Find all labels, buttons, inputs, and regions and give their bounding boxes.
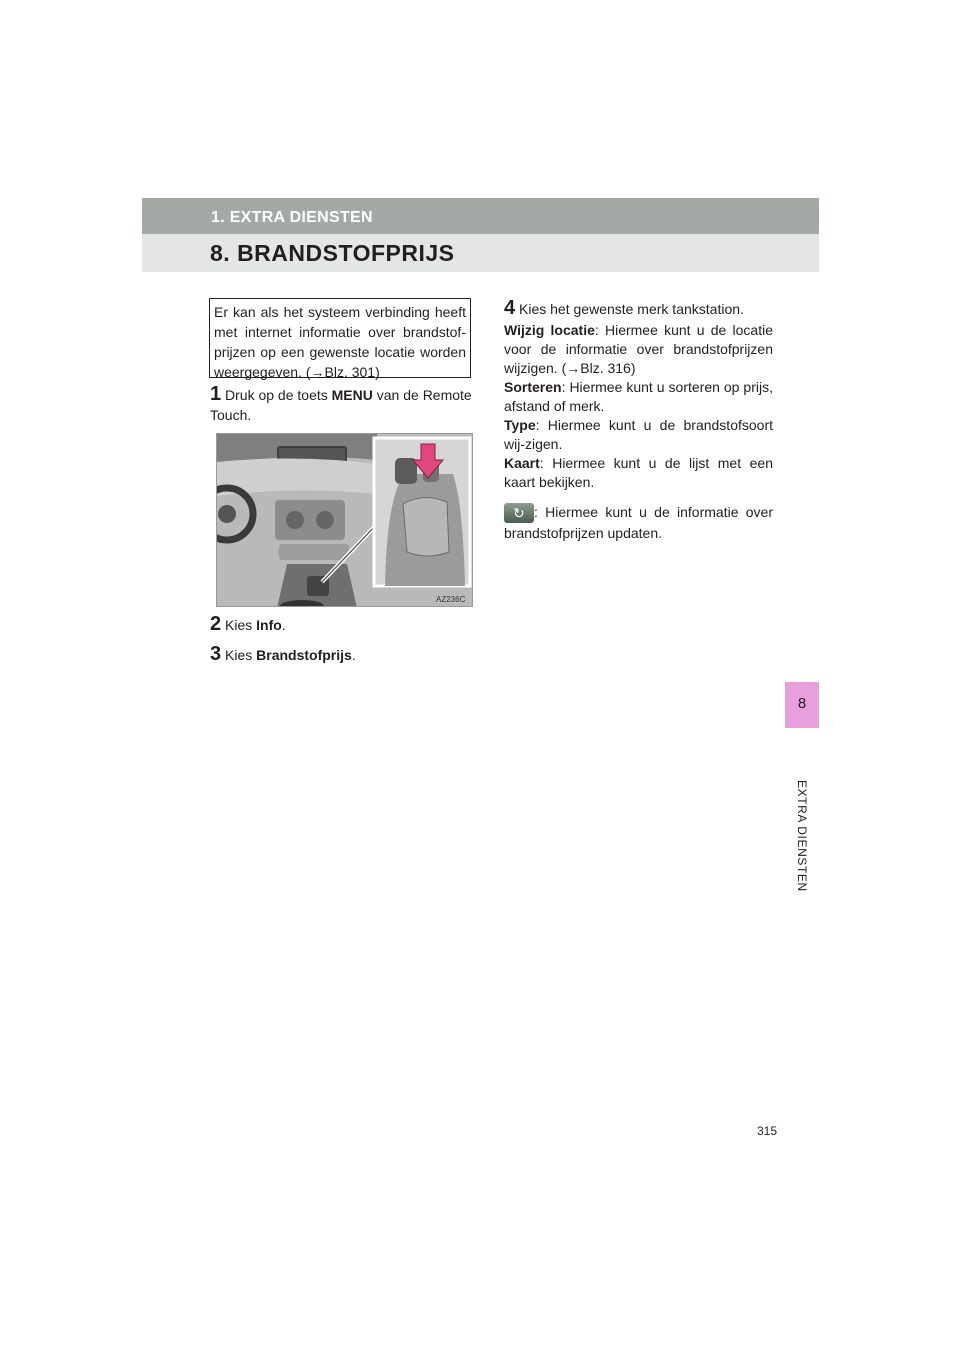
step-keyword: Info — [256, 617, 282, 633]
step-text-end: van de Remote Touch. — [210, 387, 472, 423]
chapter-tab-number: 8 — [797, 695, 807, 712]
step-text-end: . — [351, 647, 356, 663]
refresh-icon: ↻ — [504, 503, 534, 523]
step-3 — [210, 644, 356, 665]
option-text: : Hiermee kunt u de informatie over brandstofprijzen updaten. — [504, 504, 773, 542]
remote-touch-illustration — [216, 433, 473, 607]
option-type — [504, 416, 773, 454]
option-label: Kaart — [504, 455, 540, 471]
step-number: 1 — [210, 383, 222, 405]
option-kaart — [504, 454, 773, 492]
page-number: 315 — [757, 1124, 778, 1138]
intro-text: Er kan als het systeem verbinding heeft met internet informatie over brandstof-prijzen op een gewenste locatie worden weergegeven. (→Blz. 301) — [214, 304, 466, 380]
section-title: 8. BRANDSTOFPRIJS — [210, 240, 455, 266]
step-text: Kies — [225, 617, 257, 633]
step-number: 2 — [210, 613, 222, 635]
chapter-side-label-text: EXTRA DIENSTEN — [795, 780, 809, 892]
step-number: 3 — [210, 643, 222, 665]
option-label: Sorteren — [504, 379, 562, 395]
option-text: : Hiermee kunt u sorteren op prijs, afstand of merk. — [504, 379, 773, 414]
figure-code: AZ236C — [436, 595, 466, 604]
step-keyword: Brandstofprijs — [256, 647, 352, 663]
option-text: : Hiermee kunt u de brandstofsoort wij-zigen. — [504, 417, 773, 452]
intro-box — [209, 298, 471, 378]
option-label: Type — [504, 417, 536, 433]
step-1 — [210, 384, 472, 425]
step-keyword: MENU — [331, 387, 373, 403]
section-header-bar — [142, 234, 819, 272]
option-label: Wijzig locatie — [504, 322, 595, 338]
chapter-header-bar — [142, 198, 819, 234]
dashboard-drawing — [217, 434, 473, 607]
option-sorteren — [504, 378, 773, 416]
option-text: : Hiermee kunt u de lijst met een kaart bekijken. — [504, 455, 773, 490]
step-4 — [504, 298, 774, 319]
step-text: Kies het gewenste merk tankstation. — [519, 301, 744, 317]
step-text: Kies — [225, 647, 257, 663]
option-refresh — [504, 502, 773, 543]
step-number: 4 — [504, 297, 516, 319]
option-wijzig-locatie — [504, 321, 773, 378]
step-2 — [210, 614, 286, 635]
chapter-title: 1. EXTRA DIENSTEN — [211, 209, 373, 226]
chapter-tab — [785, 682, 819, 728]
option-text: : Hiermee kunt u de locatie voor de informatie over brandstofprijzen wijzigen. (→Blz. 316) — [504, 322, 773, 376]
step-text: Druk op de toets — [225, 387, 332, 403]
step-text-end: . — [281, 617, 286, 633]
